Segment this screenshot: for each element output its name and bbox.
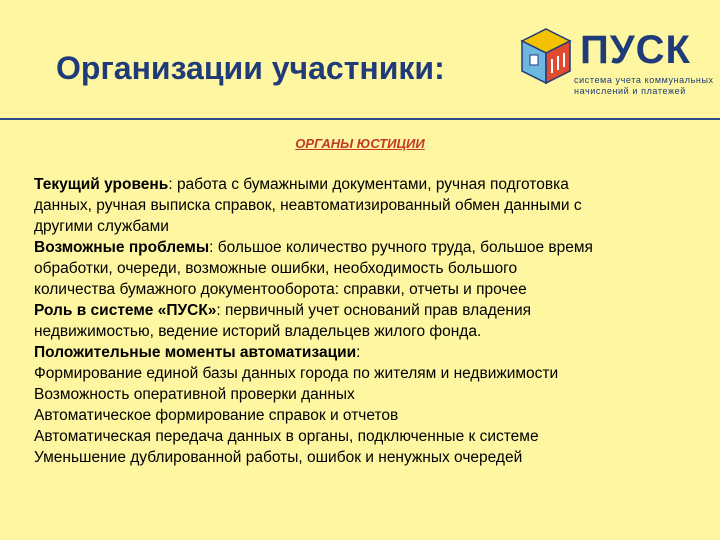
positive-suffix: : [356, 344, 361, 361]
role-text: : первичный учет оснований прав владения [216, 302, 532, 319]
logo-subtitle-line: система учета коммунальных [574, 75, 714, 85]
cube-icon [518, 25, 574, 95]
list-item: Возможность оперативной проверки данных [34, 386, 355, 403]
problems-line [34, 237, 694, 258]
text-line: количества бумажного документооборота: справки, отчеты и прочее [34, 281, 527, 298]
page-title: Организации участники: [56, 50, 445, 86]
list-item: Формирование единой базы данных города по жителям и недвижимости [34, 365, 559, 382]
current-level-label: Текущий уровень [34, 176, 169, 193]
logo [518, 25, 714, 105]
text-line: обработки, очереди, возможные ошибки, необходимость большого [34, 260, 518, 277]
content-block [34, 174, 694, 468]
text-line: данных, ручная выписка справок, неавтоматизированный обмен данными с [34, 197, 582, 214]
problems-text: : большое количество ручного труда, большое время [209, 239, 593, 256]
current-level-text: : работа с бумажными документами, ручная подготовка [168, 176, 569, 193]
positive-label: Положительные моменты автоматизации [34, 344, 357, 361]
logo-name: ПУСК [580, 28, 691, 72]
role-line [34, 300, 694, 321]
section-title: ОРГАНЫ ЮСТИЦИИ [295, 136, 425, 151]
text-line: другими службами [34, 218, 169, 235]
list-item: Уменьшение дублированной работы, ошибок и ненужных очередей [34, 449, 523, 466]
list-item: Автоматическая передача данных в органы, подключенные к системе [34, 428, 539, 445]
header-divider [0, 118, 720, 120]
text-line: недвижимостью, ведение историй владельцев жилого фонда. [34, 323, 482, 340]
problems-label: Возможные проблемы [34, 239, 210, 256]
current-level-line [34, 174, 694, 195]
role-label: Роль в системе «ПУСК» [34, 302, 217, 319]
logo-subtitle [574, 75, 714, 97]
list-item: Автоматическое формирование справок и отчетов [34, 407, 399, 424]
positive-line [34, 342, 694, 363]
logo-subtitle-line: начислений и платежей [574, 86, 686, 96]
